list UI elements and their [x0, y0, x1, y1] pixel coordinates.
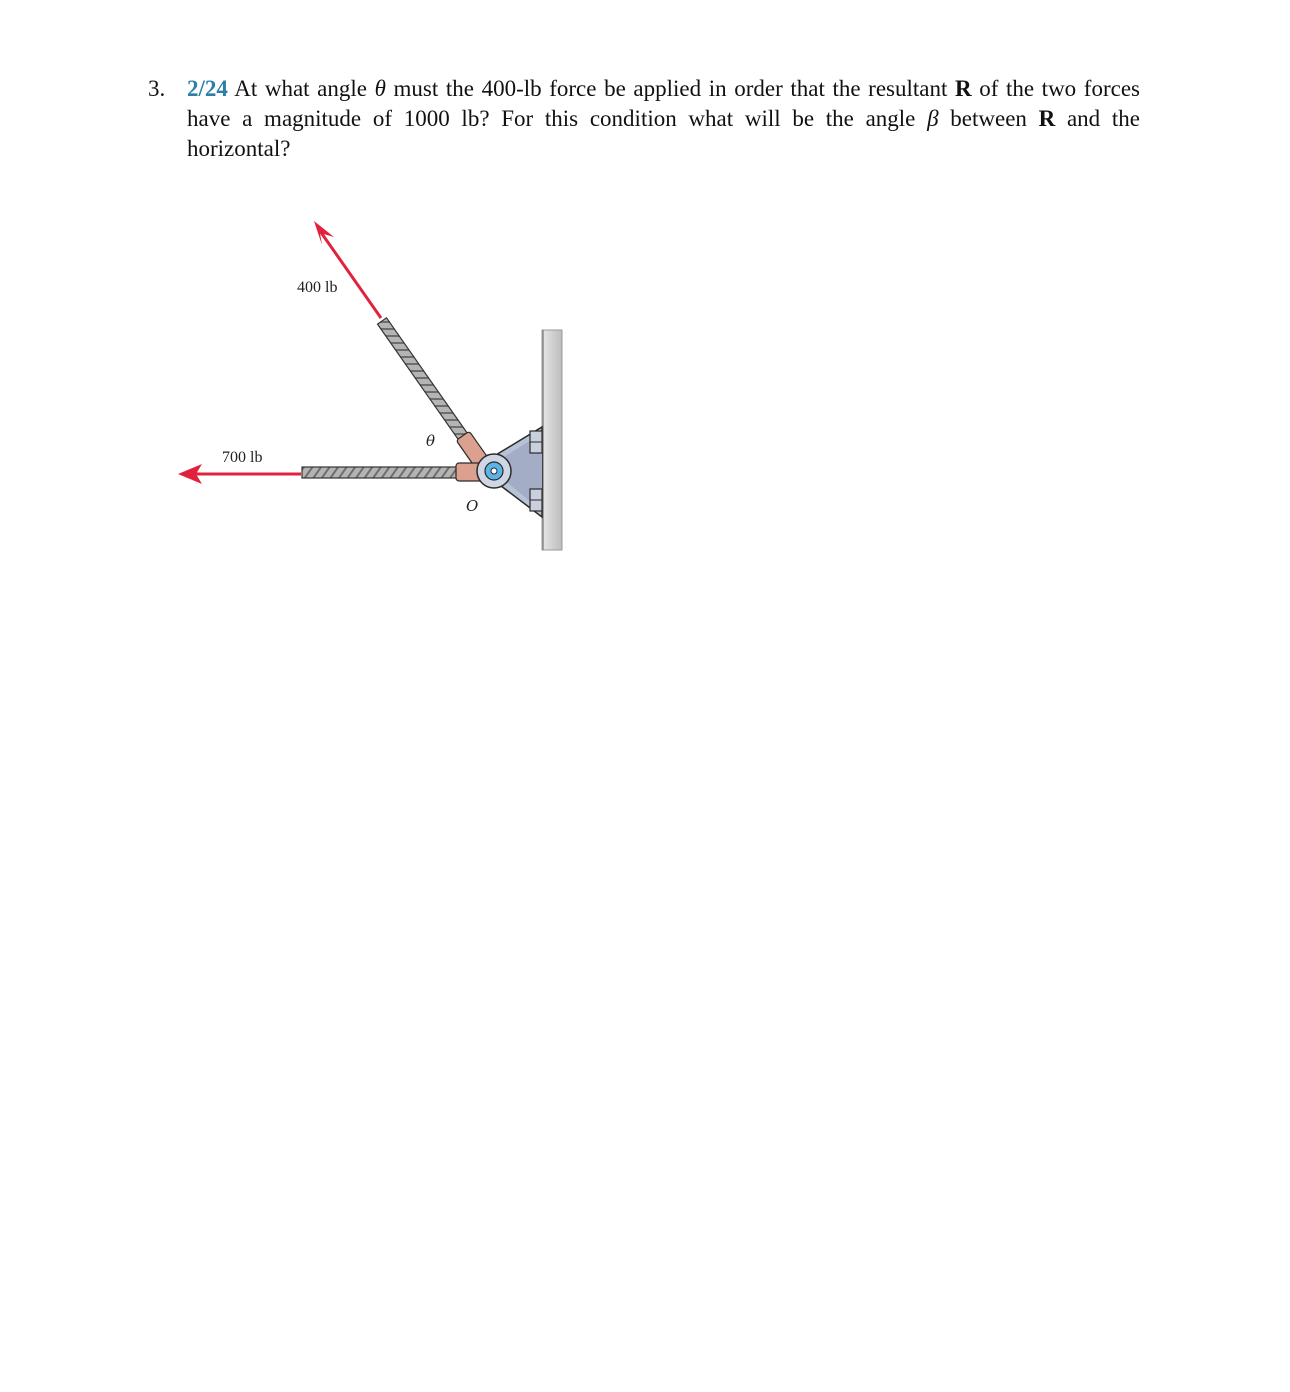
theta-symbol: θ — [374, 76, 386, 101]
text-segment: of the two forces have a magnitude of 1000 lb? For this condition what will be the angle — [187, 76, 1140, 131]
resultant-symbol: R — [954, 76, 972, 101]
wall — [542, 330, 562, 550]
bolt-lower — [530, 489, 542, 511]
force-label-400: 400 lb — [297, 279, 338, 296]
pivot-pin — [491, 468, 497, 474]
force-diagram — [170, 205, 580, 555]
text-segment: At what angle — [227, 76, 375, 101]
pivot-o-label: O — [466, 497, 479, 515]
text-segment: and the horizontal? — [187, 106, 1140, 161]
problem-reference: 2/24 — [187, 76, 228, 101]
problem-text — [187, 74, 1140, 164]
force-arrowhead-400 — [314, 221, 334, 245]
problem-number: 3. — [148, 76, 166, 101]
beta-symbol: β — [927, 106, 939, 131]
horizontal-rod — [302, 467, 462, 478]
bolt-upper — [530, 431, 542, 453]
force-arrow-400 — [320, 231, 381, 318]
force-label-700: 700 lb — [222, 449, 263, 466]
problem-statement — [148, 74, 1140, 164]
text-segment: must the 400-lb force be applied in order that the resultant — [385, 76, 955, 101]
force-diagram-svg — [170, 205, 580, 555]
text-segment: between — [938, 106, 1039, 131]
resultant-symbol: R — [1038, 106, 1056, 131]
angle-theta-label: θ — [426, 432, 436, 450]
inclined-rod — [377, 318, 469, 443]
